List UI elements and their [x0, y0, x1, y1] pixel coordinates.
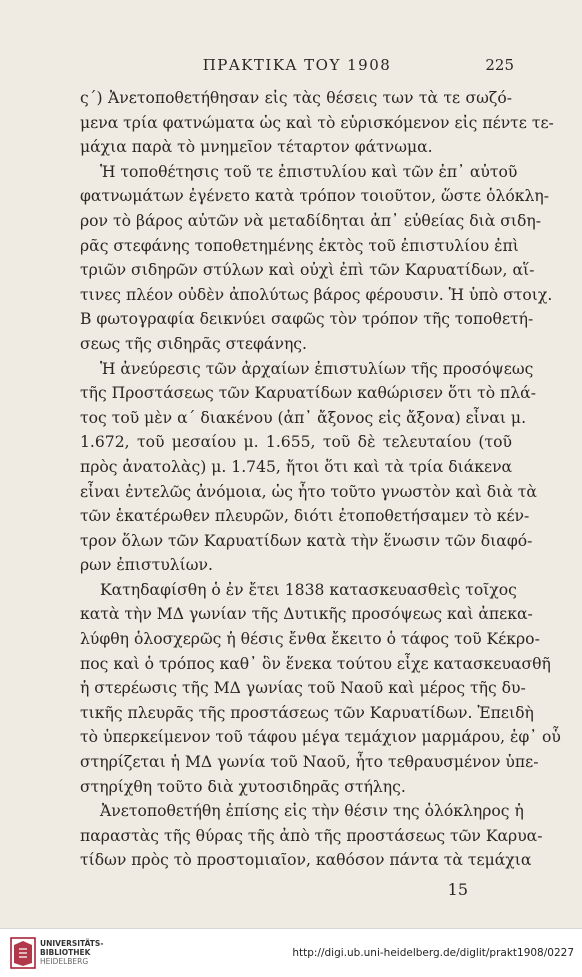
text-line: τριῶν σιδηρῶν στύλων καὶ οὐχὶ ἐπὶ τῶν Καρυατίδων, αἵ-	[80, 261, 535, 280]
text-line: τίδων πρὸς τὸ προστομιαῖον, καθόσον πάντα τὰ τεμάχια	[80, 851, 532, 870]
body-text	[80, 86, 561, 873]
text-line: κατὰ τὴν ΜΔ γωνίαν τῆς Δυτικῆς προσόψεως καὶ ἀπεκα-	[80, 605, 533, 624]
text-line: Β φωτογραφία δεικνύει σαφῶς τὸν τρόπον τῆς τοποθετή-	[80, 310, 534, 329]
text-line: ς΄) Ἀνετοποθετήθησαν εἰς τὰς θέσεις των τὰ τε σωζό-	[80, 89, 512, 107]
text-line: Ἡ τοποθέτησις τοῦ τε ἐπιστυλίου καὶ τῶν ἐπ᾽ αὐτοῦ	[100, 162, 518, 181]
text-line: τινες πλέον οὐδὲν ἀπολύτως βάρος φέρουσιν. Ἡ ὑπὸ στοιχ.	[80, 285, 553, 304]
logo-text-line3: HEIDELBERG	[40, 957, 89, 966]
page-number: 225	[485, 56, 514, 74]
text-line: 1.672, τοῦ μεσαίου μ. 1.655, τοῦ δὲ τελευταίου (τοῦ	[80, 433, 512, 452]
text-line: μενα τρία φατνώματα ὡς καὶ τὸ εὑρισκόμενον εἰς πέντε τε-	[80, 113, 554, 132]
running-head-title: ΠΡΑΚΤΙΚΑ ΤΟΥ 1908	[202, 56, 392, 74]
text-line: λύφθη ὁλοσχερῶς ἡ θέσις ἔνθα ἔκειτο ὁ τάφος τοῦ Κέκρο-	[80, 630, 540, 649]
text-line: στηρίζεται ἡ ΜΔ γωνία τοῦ Ναοῦ, ἦτο τεθραυσμένον ὑπε-	[80, 753, 539, 772]
logo-text-line2: BIBLIOTHEK	[40, 948, 91, 957]
text-line: στηρίχθη τοῦτο διὰ χυτοσιδηρᾶς στήλης.	[80, 777, 406, 796]
text-line: τικῆς πλευρᾶς τῆς προστάσεως τῶν Καρυατίδων. Ἐπειδὴ	[80, 703, 534, 722]
logo-text	[40, 939, 103, 966]
text-line: φατνωμάτων ἐγένετο κατὰ τρόπον τοιοῦτον, ὥστε ὁλόκλη-	[80, 187, 549, 206]
text-line: πος καὶ ὁ τρόπος καθ᾽ ὃν ἕνεκα τούτου εἶχε κατασκευασθῆ	[80, 654, 551, 673]
university-library-logo	[10, 937, 36, 969]
text-line: εἶναι ἐντελῶς ἀνόμοια, ὡς ἦτο τοῦτο γνωστὸν καὶ διὰ τὰ	[80, 482, 537, 501]
text-line: παραστὰς τῆς θύρας τῆς ἀπὸ τῆς προστάσεως τῶν Καρυα-	[80, 826, 543, 845]
logo-text-line1: UNIVERSITÄTS-	[40, 939, 104, 948]
text-line: Ἀνετοποθετήθη ἐπίσης εἰς τὴν θέσιν της ὁλόκληρος ἡ	[100, 802, 524, 821]
text-line: τος τοῦ μὲν α΄ διακένου (ἀπ᾽ ἄξονος εἰς ἄξονα) εἶναι μ.	[80, 408, 527, 427]
text-line: τρον ὅλων τῶν Καρυατίδων κατὰ τὴν ἕνωσιν τῶν διαφό-	[80, 531, 533, 550]
library-footer	[0, 928, 582, 977]
text-line: Κατηδαφίσθη ὁ ἐν ἔτει 1838 κατασκευασθεὶς τοῖχος	[100, 580, 517, 599]
text-line: τὸ ὑπερκείμενον τοῦ τάφου μέγα τεμάχιον μαρμάρου, ἐφ᾽ οὗ	[80, 728, 561, 747]
text-line: ρων ἐπιστυλίων.	[80, 556, 213, 575]
text-line: σεως τῆς σιδηρᾶς στεφάνης.	[80, 334, 307, 353]
text-line: τῆς Προστάσεως τῶν Καρυατίδων καθώρισεν ὅτι τὸ πλά-	[80, 384, 536, 403]
text-line: ρᾶς στεφάνης τοποθετημένης ἐκτὸς τοῦ ἐπιστυλίου ἐπὶ	[80, 236, 519, 255]
source-url[interactable]: http://digi.ub.uni-heidelberg.de/diglit/prakt1908/0227	[292, 947, 574, 959]
text-line: ἡ στερέωσις τῆς ΜΔ γωνίας τοῦ Ναοῦ καὶ μέρος τῆς δυ-	[80, 679, 526, 698]
text-line: ρον τὸ βάρος αὐτῶν νὰ μεταδίδηται ἀπ᾽ εὐθείας διὰ σιδη-	[80, 211, 541, 230]
text-line: μάχια παρὰ τὸ μνημεῖον τέταρτον φάτνωμα.	[80, 138, 433, 157]
text-line: Ἡ ἀνεύρεσις τῶν ἀρχαίων ἐπιστυλίων τῆς προσόψεως	[100, 359, 534, 378]
printer-signature: 15	[447, 880, 468, 899]
running-head	[80, 56, 514, 80]
text-line: τῶν ἑκατέρωθεν πλευρῶν, διότι ἐτοποθετήσαμεν τὸ κέν-	[80, 507, 530, 526]
text-line: πρὸς ἀνατολὰς) μ. 1.745, ἤτοι ὅτι καὶ τὰ τρία διάκενα	[80, 457, 513, 476]
